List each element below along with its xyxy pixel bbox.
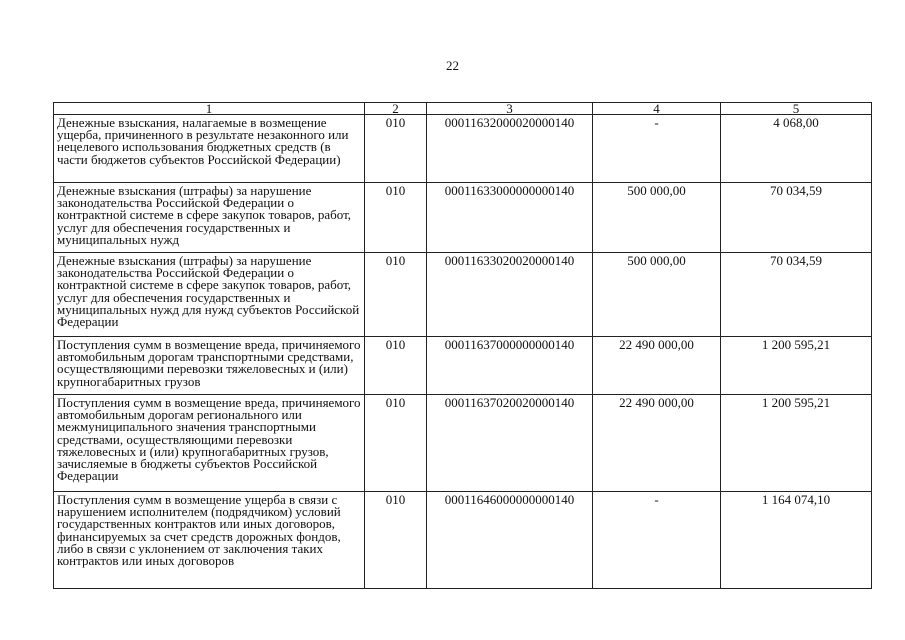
row-plan: 500 000,00	[593, 253, 721, 337]
row-name: Денежные взыскания, налагаемые в возмещение ущерба, причиненного в результате незаконного или нецелевого использования бюджетных средств (в части бюджетов субъектов Российской Федерации)	[54, 115, 365, 183]
row-name: Поступления сумм в возмещение вреда, причиняемого автомобильным дорогам транспортными средствами, осуществляющими перевозки тяжеловесных и (или) крупногабаритных грузов	[54, 337, 365, 395]
row-code: 010	[365, 253, 427, 337]
row-kbk: 00011633020020000140	[427, 253, 593, 337]
row-code: 010	[365, 395, 427, 492]
table-row	[54, 183, 872, 253]
row-fact: 70 034,59	[721, 183, 872, 253]
row-fact: 1 200 595,21	[721, 337, 872, 395]
row-kbk: 00011637000000000140	[427, 337, 593, 395]
row-plan: -	[593, 115, 721, 183]
page-number: 22	[446, 58, 459, 73]
row-code: 010	[365, 337, 427, 395]
row-fact: 1 200 595,21	[721, 395, 872, 492]
row-plan: -	[593, 492, 721, 589]
row-plan: 500 000,00	[593, 183, 721, 253]
column-header-fact: 5	[721, 103, 872, 115]
table-header-row	[54, 103, 872, 115]
row-kbk: 00011637020020000140	[427, 395, 593, 492]
row-plan: 22 490 000,00	[593, 337, 721, 395]
table-row	[54, 115, 872, 183]
row-code: 010	[365, 183, 427, 253]
column-header-code: 2	[365, 103, 427, 115]
column-header-plan: 4	[593, 103, 721, 115]
row-kbk: 00011632000020000140	[427, 115, 593, 183]
row-kbk: 00011633000000000140	[427, 183, 593, 253]
table-row	[54, 395, 872, 492]
row-plan: 22 490 000,00	[593, 395, 721, 492]
column-header-kbk: 3	[427, 103, 593, 115]
row-name: Поступления сумм в возмещение вреда, причиняемого автомобильным дорогам регионального или межмуниципального значения транспортными средствами, осуществляющими перевозки тяжеловесных и (или) крупногабаритных грузов, зачисляемые в бюджеты субъектов Российской Федерации	[54, 395, 365, 492]
row-fact: 4 068,00	[721, 115, 872, 183]
table-row	[54, 253, 872, 337]
column-header-name: 1	[54, 103, 365, 115]
row-name: Поступления сумм в возмещение ущерба в связи с нарушением исполнителем (подрядчиком) условий государственных контрактов или иных договоров, финансируемых за счет средств дорожных фондов, либо в связи с уклонением от заключения таких контрактов или иных договоров	[54, 492, 365, 589]
table-row	[54, 337, 872, 395]
row-code: 010	[365, 492, 427, 589]
row-fact: 70 034,59	[721, 253, 872, 337]
row-fact: 1 164 074,10	[721, 492, 872, 589]
row-name: Денежные взыскания (штрафы) за нарушение законодательства Российской Федерации о контрактной системе в сфере закупок товаров, работ, услуг для обеспечения государственных и муниципальных нужд для нужд субъектов Российской Федерации	[54, 253, 365, 337]
row-code: 010	[365, 115, 427, 183]
row-kbk: 00011646000000000140	[427, 492, 593, 589]
table-row	[54, 492, 872, 589]
row-name: Денежные взыскания (штрафы) за нарушение законодательства Российской Федерации о контрактной системе в сфере закупок товаров, работ, услуг для обеспечения государственных и муниципальных нужд	[54, 183, 365, 253]
revenue-table	[53, 102, 872, 589]
